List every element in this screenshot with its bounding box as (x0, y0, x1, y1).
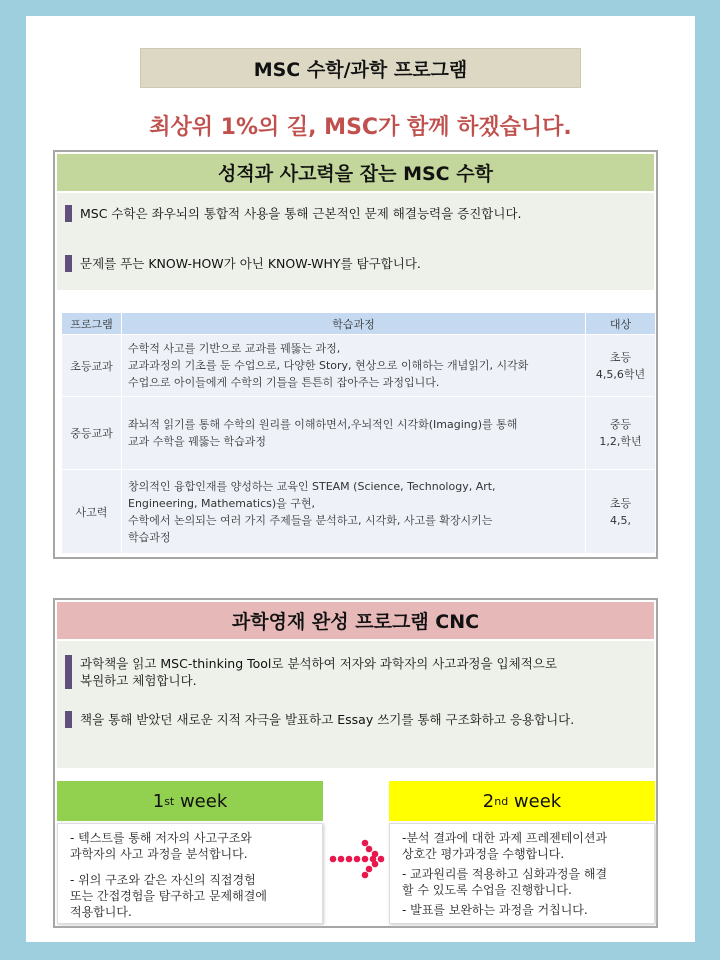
week1-number: 1 (152, 790, 165, 812)
week1-item: - 위의 구조와 같은 자신의 직접경험 또는 간접경험을 탐구하고 문제해결에 적용합니다. (70, 873, 267, 919)
table-cell-program: 중등교과 (62, 397, 122, 470)
week2-header (389, 781, 655, 821)
table-header-program: 프로그램 (62, 313, 122, 335)
table-row (62, 335, 656, 397)
week2-item: - 발표를 보완하는 과정을 거칩니다. (402, 903, 588, 917)
week1-header (57, 781, 323, 821)
math-bullet-2: 문제를 푸는 KNOW-HOW가 아닌 KNOW-WHY를 탐구합니다. (65, 255, 421, 272)
math-heading: 성적과 사고력을 잡는 MSC 수학 (57, 154, 654, 191)
table-cell-target: 중등 1,2,학년 (586, 397, 656, 470)
math-intro (57, 193, 654, 290)
week2-suffix: nd (494, 794, 509, 808)
table-row (62, 397, 656, 470)
science-section (53, 598, 658, 928)
table-cell-target: 초등 4,5,6학년 (586, 335, 656, 397)
table-header-course: 학습과정 (122, 313, 586, 335)
table-cell-program: 초등교과 (62, 335, 122, 397)
week2-item: - 교과원리를 적용하고 심화과정을 해결 할 수 있도록 수업을 진행합니다. (402, 867, 608, 897)
week1-suffix: st (164, 794, 175, 808)
week1-label: week (174, 790, 228, 812)
week2-number: 2 (482, 790, 495, 812)
math-bullet-1: MSC 수학은 좌우뇌의 통합적 사용을 통해 근본적인 문제 해결능력을 증진합니다. (65, 205, 522, 222)
page (26, 16, 695, 942)
table-cell-course: 수학적 사고를 기반으로 교과를 꿰뚫는 과정, 교과과정의 기초를 둔 수업으로, 다양한 Story, 현상으로 이해하는 개념읽기, 시각화 수업으로 아이들에게 수학의 기틀을 튼튼히 잡아주는 과정입니다. (122, 335, 586, 397)
table-cell-program: 사고력 (62, 470, 122, 554)
week2-content (389, 823, 655, 924)
table-header-target: 대상 (586, 313, 656, 335)
week1-item: - 텍스트를 통해 저자의 사고구조와 과학자의 사고 과정을 분석합니다. (70, 831, 252, 861)
science-intro (57, 641, 654, 768)
slogan: 최상위 1%의 길, MSC가 함께 하겠습니다. (149, 115, 572, 140)
science-bullet-1: 과학책을 읽고 MSC-thinking Tool로 분석하여 저자와 과학자의 사고과정을 입체적으로 복원하고 체험합니다. (65, 655, 557, 689)
week1-content (57, 823, 323, 924)
table-row (62, 470, 656, 554)
page-title: MSC 수학/과학 프로그램 (140, 48, 581, 88)
week2-label: week (508, 790, 562, 812)
table-cell-target: 초등 4,5, (586, 470, 656, 554)
science-heading: 과학영재 완성 프로그램 CNC (57, 602, 654, 639)
math-program-table (61, 312, 656, 554)
table-cell-course: 창의적인 융합인재를 양성하는 교육인 STEAM (Science, Technology, Art, Engineering, Mathematics)을 구현, 수학에서 논의되는 여러 가지 주제들을 분석하고, 시각화, 사고를 확장시키는 학습과정 (122, 470, 586, 554)
math-section (53, 150, 658, 559)
week2-item: -분석 결과에 대한 과제 프레젠테이션과 상호간 평가과정을 수행합니다. (402, 831, 608, 861)
table-cell-course: 좌뇌적 읽기를 통해 수학의 원리를 이해하면서,우뇌적인 시각화(Imaging)를 통해 교과 수학을 꿰뚫는 학습과정 (122, 397, 586, 470)
science-bullet-2: 책을 통해 받았던 새로운 지적 자극을 발표하고 Essay 쓰기를 통해 구조화하고 응용합니다. (65, 711, 574, 728)
dotted-right-arrow-icon (325, 828, 387, 888)
